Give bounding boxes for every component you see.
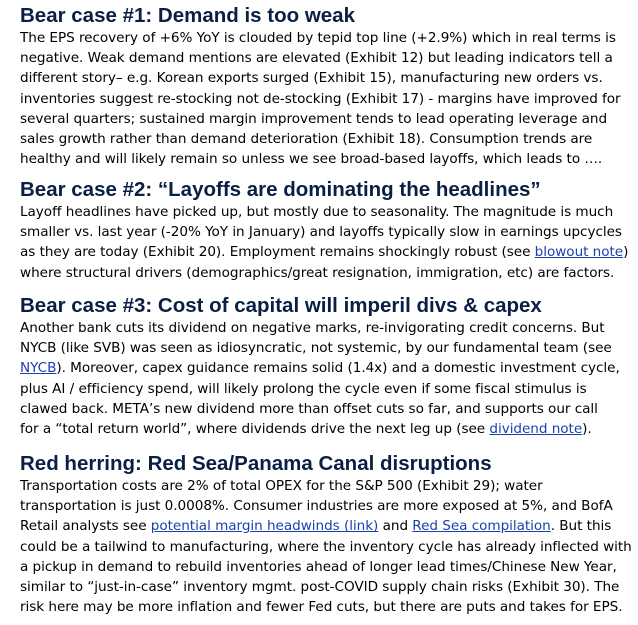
text-segment: . But this [550, 518, 612, 535]
text-segment: negative. Weak demand mentions are elevated (Exhibit 12) but leading indicators tell a [20, 50, 613, 67]
text-segment: a pickup in demand to rebuild inventories ahead of longer lead times/Chinese New Year, [20, 558, 617, 575]
body-text-line [20, 48, 621, 68]
body-text-line [20, 597, 632, 617]
body-text-line [20, 399, 620, 419]
section-body [20, 28, 621, 169]
text-segment: ). Moreover, capex guidance remains solid (1.4x) and a domestic investment cycle, [56, 360, 620, 377]
inline-link[interactable]: NYCB [20, 360, 57, 377]
body-text-line [20, 338, 620, 358]
body-text-line [20, 419, 620, 439]
body-text-line [20, 68, 621, 88]
section-bear-case-2 [20, 178, 628, 283]
inline-link[interactable]: potential margin headwinds (link) [150, 518, 379, 535]
body-text-line [20, 202, 628, 222]
body-text-line [20, 476, 632, 496]
text-segment: several quarters; sustained margin improvement tends to lead operating leverage and [20, 110, 608, 127]
body-text-line [20, 379, 620, 399]
text-segment: clawed back. META’s new dividend more than offset cuts so far, and supports our call [20, 400, 598, 417]
section-heading: Bear case #3: Cost of capital will imperil divs & capex [20, 294, 542, 317]
section-heading: Red herring: Red Sea/Panama Canal disruptions [20, 452, 492, 475]
section-red-herring [20, 452, 632, 617]
text-segment: plus AI / efficiency spend, will likely prolong the cycle even if some fiscal stimulus is [20, 380, 587, 397]
body-text-line [20, 577, 632, 597]
inline-link[interactable]: dividend note [489, 421, 583, 438]
section-bear-case-1 [20, 4, 621, 169]
text-segment: Transportation costs are 2% of total OPEX for the S&P 500 (Exhibit 29); water [20, 478, 543, 494]
text-segment: The EPS recovery of +6% YoY is clouded by tepid top line (+2.9%) which in real terms is [20, 30, 616, 46]
body-text-line [20, 222, 628, 242]
inline-link[interactable]: Red Sea compilation [412, 518, 551, 535]
text-segment: inventories suggest re-stocking not de-stocking (Exhibit 17) - margins have improved for [20, 90, 621, 107]
body-text-line [20, 537, 632, 557]
body-text-line [20, 318, 620, 338]
section-bear-case-3 [20, 294, 620, 439]
text-segment: ). [582, 421, 592, 438]
text-segment: for a “total return world”, where dividends drive the next leg up (see [20, 421, 490, 438]
text-segment: Another bank cuts its dividend on negative marks, re-invigorating credit concerns. But [20, 320, 605, 336]
body-text-line [20, 557, 632, 577]
section-heading: Bear case #1: Demand is too weak [20, 4, 355, 27]
section-body [20, 202, 628, 283]
text-segment: smaller vs. last year (-20% YoY in January) and layoffs typically slow in earnings upcycles [20, 224, 622, 241]
text-segment: similar to “just-in-case” inventory mgmt. post-COVID supply chain risks (Exhibit 30). The [20, 579, 620, 596]
body-text-line [20, 89, 621, 109]
text-segment: different story– e.g. Korean exports surged (Exhibit 15), manufacturing new orders vs. [20, 70, 603, 87]
text-segment: risk here may be more inflation and fewer Fed cuts, but there are puts and takes for EPS. [20, 599, 623, 616]
text-segment: NYCB (like SVB) was seen as idiosyncratic, not systemic, by our fundamental team (see [20, 340, 612, 357]
text-segment: and [378, 518, 413, 535]
body-text-line [20, 496, 632, 516]
text-segment: could be a tailwind to manufacturing, where the inventory cycle has already inflected with [20, 538, 632, 555]
body-text-line [20, 516, 632, 536]
text-segment: Retail analysts see [20, 518, 151, 535]
text-segment: ) [623, 244, 629, 261]
text-segment: sales growth rather than demand deterioration (Exhibit 18). Consumption trends are [20, 131, 593, 148]
body-text-line [20, 129, 621, 149]
text-segment: as they are today (Exhibit 20). Employment remains shockingly robust (see [20, 244, 535, 261]
body-text-line [20, 149, 621, 169]
text-segment: Layoff headlines have picked up, but mostly due to seasonality. The magnitude is much [20, 204, 614, 220]
text-segment: transportation is just 0.0008%. Consumer industries are more exposed at 5%, and BofA [20, 498, 613, 515]
section-heading: Bear case #2: “Layoffs are dominating the headlines” [20, 178, 541, 201]
text-segment: where structural drivers (demographics/great resignation, immigration, etc) are factors. [20, 264, 615, 281]
body-text-line [20, 358, 620, 378]
text-segment: healthy and will likely remain so unless we see broad-based layoffs, which leads to …. [20, 151, 603, 168]
section-body [20, 318, 620, 439]
section-body [20, 476, 632, 617]
body-text-line [20, 263, 628, 283]
body-text-line [20, 28, 621, 48]
body-text-line [20, 242, 628, 262]
body-text-line [20, 109, 621, 129]
inline-link[interactable]: blowout note [534, 244, 624, 261]
